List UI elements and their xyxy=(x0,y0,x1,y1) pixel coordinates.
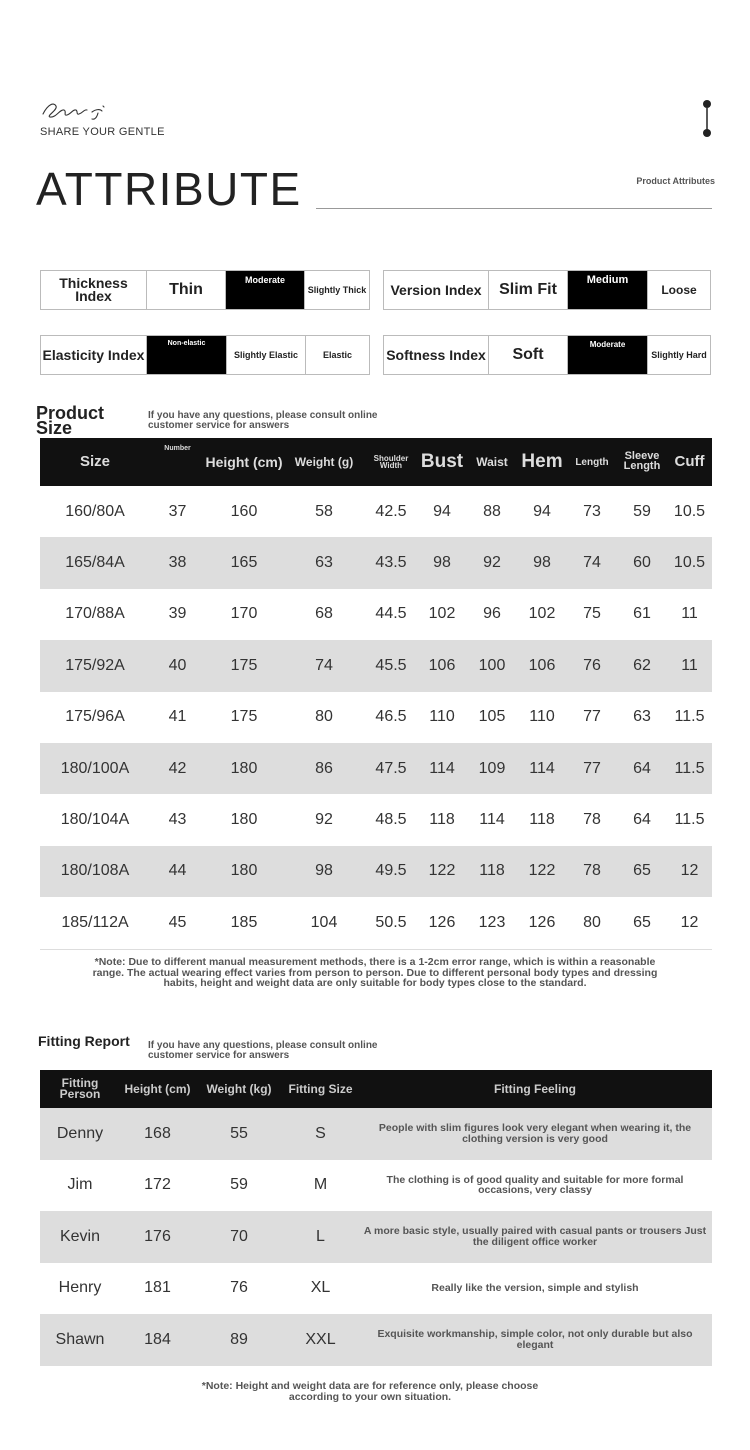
size-table-row xyxy=(40,640,712,691)
col-header-length: Length xyxy=(567,438,617,486)
fitting-table-cell: 168 xyxy=(120,1108,195,1160)
size-table-cell: 114 xyxy=(417,743,467,794)
size-table-cell: 60 xyxy=(617,537,667,588)
size-table-cell: 10.5 xyxy=(673,502,706,520)
fitting-table-cell: Henry xyxy=(58,1279,102,1297)
size-table-cell: 62 xyxy=(617,640,667,691)
fitting-table-row xyxy=(40,1263,712,1315)
size-table-cell: 175/92A xyxy=(40,640,150,691)
size-table-cell: 110 xyxy=(429,708,455,726)
size-table-cell: 106 xyxy=(417,640,467,691)
size-table-cell: 98 xyxy=(517,537,567,588)
size-table-row xyxy=(40,897,712,949)
fitting-table-cell: L xyxy=(283,1211,358,1263)
fitting-table-cell: XXL xyxy=(283,1314,358,1366)
size-table-cell: 122 xyxy=(417,846,467,897)
size-table-cell: 122 xyxy=(517,846,567,897)
size-table-cell: 58 xyxy=(315,502,333,520)
size-table-cell: 77 xyxy=(567,743,617,794)
size-table-row xyxy=(40,589,712,640)
fitting-table-cell: 55 xyxy=(195,1108,283,1160)
size-table-cell: 45 xyxy=(150,897,205,949)
size-table-body xyxy=(40,486,712,949)
size-table-cell: 105 xyxy=(478,708,506,726)
fitting-table-cell: M xyxy=(313,1176,328,1194)
attribute-label: Thickness Index xyxy=(59,275,128,304)
size-table-cell: 109 xyxy=(467,743,517,794)
col-header-weight: Weight (kg) xyxy=(195,1070,283,1108)
fitting-feeling-cell: People with slim figures look very elegant when wearing it, the clothing version is very good xyxy=(358,1108,712,1160)
size-table-cell: 160/80A xyxy=(65,502,125,520)
col-header-height: Height (cm) xyxy=(120,1070,195,1108)
size-table-cell: 41 xyxy=(168,708,187,726)
size-table-cell: 114 xyxy=(479,811,505,829)
fitting-table xyxy=(40,1070,712,1366)
size-table-cell: 75 xyxy=(583,605,601,623)
size-table-cell: 180 xyxy=(230,811,258,829)
size-table-cell: 61 xyxy=(633,605,651,623)
fitting-table-cell: 59 xyxy=(230,1176,248,1194)
size-table-cell: 118 xyxy=(429,811,455,829)
size-table-cell: 11.5 xyxy=(674,811,705,829)
size-table-cell: 44 xyxy=(150,846,205,897)
size-table-cell: 10.5 xyxy=(667,537,712,588)
size-table-cell: 11 xyxy=(667,640,712,691)
size-table-cell: 40 xyxy=(150,640,205,691)
col-header-sleeve: Sleeve Length xyxy=(617,438,667,486)
attribute-thickness xyxy=(40,270,370,310)
fitting-table-row xyxy=(40,1108,712,1160)
size-table-cell: 46.5 xyxy=(375,708,407,726)
size-table-row xyxy=(40,794,712,845)
fitting-table-cell: Shawn xyxy=(40,1314,120,1366)
size-table-cell: 47.5 xyxy=(365,743,417,794)
brand-signature xyxy=(40,100,110,127)
attribute-label: Softness Index xyxy=(386,346,486,363)
col-header-hem: Hem xyxy=(517,438,567,486)
fitting-feeling-cell: The clothing is of good quality and suitable for more formal occasions, very classy xyxy=(386,1173,684,1197)
size-table-cell: 88 xyxy=(483,502,501,520)
size-table-cell: 12 xyxy=(667,897,712,949)
size-table-cell: 110 xyxy=(529,708,555,726)
size-table-cell: 94 xyxy=(533,502,551,520)
fitting-table-row xyxy=(40,1160,712,1212)
attribute-softness xyxy=(383,335,711,375)
size-table-cell: 175 xyxy=(205,640,283,691)
size-table-cell: 165 xyxy=(205,537,283,588)
size-table-cell: 80 xyxy=(315,708,333,726)
size-table-cell: 65 xyxy=(617,897,667,949)
fitting-table-cell: 172 xyxy=(144,1176,171,1194)
size-table-cell: 59 xyxy=(633,502,651,520)
size-table-row xyxy=(40,486,712,537)
size-table-cell: 126 xyxy=(517,897,567,949)
fitting-table-cell: XL xyxy=(310,1279,331,1297)
size-table-cell: 92 xyxy=(315,811,333,829)
size-table-cell: 114 xyxy=(517,743,567,794)
size-table-cell: 118 xyxy=(529,811,555,829)
size-table-cell: 98 xyxy=(417,537,467,588)
size-table-cell: 50.5 xyxy=(365,897,417,949)
size-table-cell: 118 xyxy=(467,846,517,897)
size-table-cell: 104 xyxy=(283,897,365,949)
fitting-feeling-cell: A more basic style, usually paired with casual pants or trousers Just the diligent office worker xyxy=(358,1211,712,1263)
size-table-cell: 78 xyxy=(583,811,601,829)
attribute-option: Loose xyxy=(647,271,710,309)
fitting-report-title: Fitting Report xyxy=(38,1033,130,1049)
size-table-cell: 77 xyxy=(583,708,601,726)
size-table-cell: 76 xyxy=(567,640,617,691)
size-table-cell: 68 xyxy=(315,605,333,623)
page-title: ATTRIBUTE xyxy=(36,163,302,215)
attribute-option: Soft xyxy=(488,336,567,374)
size-table-cell: 42.5 xyxy=(375,502,407,520)
size-table-cell: 12 xyxy=(667,846,712,897)
fitting-report-note: If you have any questions, please consult online customer service for answers xyxy=(148,1040,378,1061)
size-table-cell: 11.5 xyxy=(667,743,712,794)
size-table-cell: 126 xyxy=(417,897,467,949)
size-table xyxy=(40,438,712,950)
page-subtitle: Product Attributes xyxy=(636,176,715,186)
attribute-option-selected: Moderate xyxy=(567,336,647,374)
size-table-cell: 123 xyxy=(467,897,517,949)
size-table-cell: 100 xyxy=(467,640,517,691)
size-table-cell: 11.5 xyxy=(674,708,705,726)
size-table-cell: 180/100A xyxy=(40,743,150,794)
fitting-feeling-cell: Exquisite workmanship, simple color, not only durable but also elegant xyxy=(358,1314,712,1366)
fitting-table-cell: 89 xyxy=(195,1314,283,1366)
attribute-option: Slightly Elastic xyxy=(226,336,305,374)
size-table-cell: 38 xyxy=(150,537,205,588)
attribute-option: Slightly Hard xyxy=(647,336,710,374)
fitting-table-cell: 181 xyxy=(144,1279,171,1297)
col-header-size: Size xyxy=(40,438,150,486)
attribute-option-selected: Medium xyxy=(567,271,647,309)
size-table-cell: 49.5 xyxy=(365,846,417,897)
size-table-cell: 78 xyxy=(567,846,617,897)
fitting-table-cell: Kevin xyxy=(40,1211,120,1263)
col-header-waist: Waist xyxy=(467,438,517,486)
attribute-option: Thin xyxy=(146,271,225,309)
col-header-person: Fitting Person xyxy=(40,1070,120,1108)
size-footnote: *Note: Due to different manual measurement methods, there is a 1-2cm error range, which is within a reasonable range. The actual wearing effect varies from person to person. Due to different personal body types and dressing habits, height and weight data are only suitable for body types close to the standard. xyxy=(92,956,658,989)
attribute-option-selected: Moderate xyxy=(225,271,304,309)
size-table-cell: 160 xyxy=(230,502,258,520)
size-table-cell: 43 xyxy=(168,811,187,829)
col-header-size: Fitting Size xyxy=(283,1070,358,1108)
size-table-cell: 80 xyxy=(567,897,617,949)
size-table-row xyxy=(40,537,712,588)
size-table-cell: 106 xyxy=(517,640,567,691)
size-table-cell: 48.5 xyxy=(375,811,407,829)
col-header-number: Number xyxy=(150,438,205,486)
col-header-cuff: Cuff xyxy=(667,438,712,486)
size-table-cell: 74 xyxy=(283,640,365,691)
size-table-cell: 45.5 xyxy=(365,640,417,691)
size-table-header xyxy=(40,438,712,486)
attribute-option-selected: Non-elastic xyxy=(146,336,226,374)
attribute-label: Version Index xyxy=(390,281,482,298)
size-table-cell: 73 xyxy=(583,502,601,520)
attribute-elasticity xyxy=(40,335,370,375)
col-header-weight: Weight (g) xyxy=(283,438,365,486)
size-table-row xyxy=(40,846,712,897)
fitting-table-body xyxy=(40,1108,712,1366)
size-table-cell: 96 xyxy=(483,605,501,623)
fitting-table-cell: 70 xyxy=(195,1211,283,1263)
size-table-row xyxy=(40,692,712,743)
size-table-cell: 102 xyxy=(428,605,456,623)
size-table-row xyxy=(40,743,712,794)
size-table-cell: 42 xyxy=(150,743,205,794)
fitting-table-cell: S xyxy=(283,1108,358,1160)
size-table-cell: 170 xyxy=(230,605,258,623)
size-table-cell: 44.5 xyxy=(375,605,407,623)
size-table-cell: 165/84A xyxy=(40,537,150,588)
size-table-cell: 63 xyxy=(633,708,651,726)
product-size-title: Product Size xyxy=(36,403,105,439)
size-table-cell: 43.5 xyxy=(365,537,417,588)
size-table-cell: 98 xyxy=(283,846,365,897)
product-size-note: If you have any questions, please consult online customer service for answers xyxy=(148,410,378,431)
col-header-shoulder: Shoulder Width xyxy=(365,438,417,486)
signature-logo xyxy=(40,100,110,122)
attribute-option: Slim Fit xyxy=(488,271,567,309)
attribute-option: Slightly Thick xyxy=(304,271,369,309)
size-table-cell: 65 xyxy=(617,846,667,897)
size-table-cell: 180 xyxy=(205,743,283,794)
size-table-cell: 92 xyxy=(467,537,517,588)
size-table-cell: 180/108A xyxy=(40,846,150,897)
size-table-cell: 180 xyxy=(205,846,283,897)
col-header-feeling: Fitting Feeling xyxy=(358,1070,712,1108)
col-header-height: Height (cm) xyxy=(205,438,283,486)
fitting-feeling-cell: Really like the version, simple and stylish xyxy=(431,1282,639,1294)
fitting-table-header xyxy=(40,1070,712,1108)
size-table-cell: 185 xyxy=(205,897,283,949)
size-table-cell: 170/88A xyxy=(65,605,125,623)
fitting-table-cell: 176 xyxy=(120,1211,195,1263)
dots-decoration-icon xyxy=(700,99,714,139)
brand-slogan: SHARE YOUR GENTLE xyxy=(40,126,165,138)
fitting-footnote: *Note: Height and weight data are for reference only, please choose according to your own situation. xyxy=(201,1380,539,1403)
title-divider xyxy=(316,208,712,209)
size-table-cell: 11 xyxy=(681,605,698,623)
fitting-table-row xyxy=(40,1314,712,1366)
size-table-cell: 74 xyxy=(567,537,617,588)
size-table-cell: 94 xyxy=(433,502,451,520)
size-table-cell: 175 xyxy=(230,708,258,726)
size-table-cell: 102 xyxy=(528,605,556,623)
size-table-cell: 63 xyxy=(283,537,365,588)
fitting-table-cell: Denny xyxy=(40,1108,120,1160)
fitting-table-row xyxy=(40,1211,712,1263)
fitting-table-cell: Jim xyxy=(67,1176,93,1194)
size-table-cell: 86 xyxy=(283,743,365,794)
attribute-version xyxy=(383,270,711,310)
size-table-cell: 39 xyxy=(168,605,187,623)
attribute-option: Elastic xyxy=(305,336,369,374)
size-table-cell: 64 xyxy=(633,811,651,829)
size-table-cell: 64 xyxy=(617,743,667,794)
col-header-bust: Bust xyxy=(417,438,467,486)
size-table-cell: 175/96A xyxy=(65,708,125,726)
attribute-label: Elasticity Index xyxy=(42,346,145,363)
fitting-table-cell: 76 xyxy=(230,1279,248,1297)
size-table-cell: 180/104A xyxy=(60,811,130,829)
fitting-table-cell: 184 xyxy=(120,1314,195,1366)
size-table-cell: 37 xyxy=(168,502,187,520)
size-table-cell: 185/112A xyxy=(40,897,150,949)
